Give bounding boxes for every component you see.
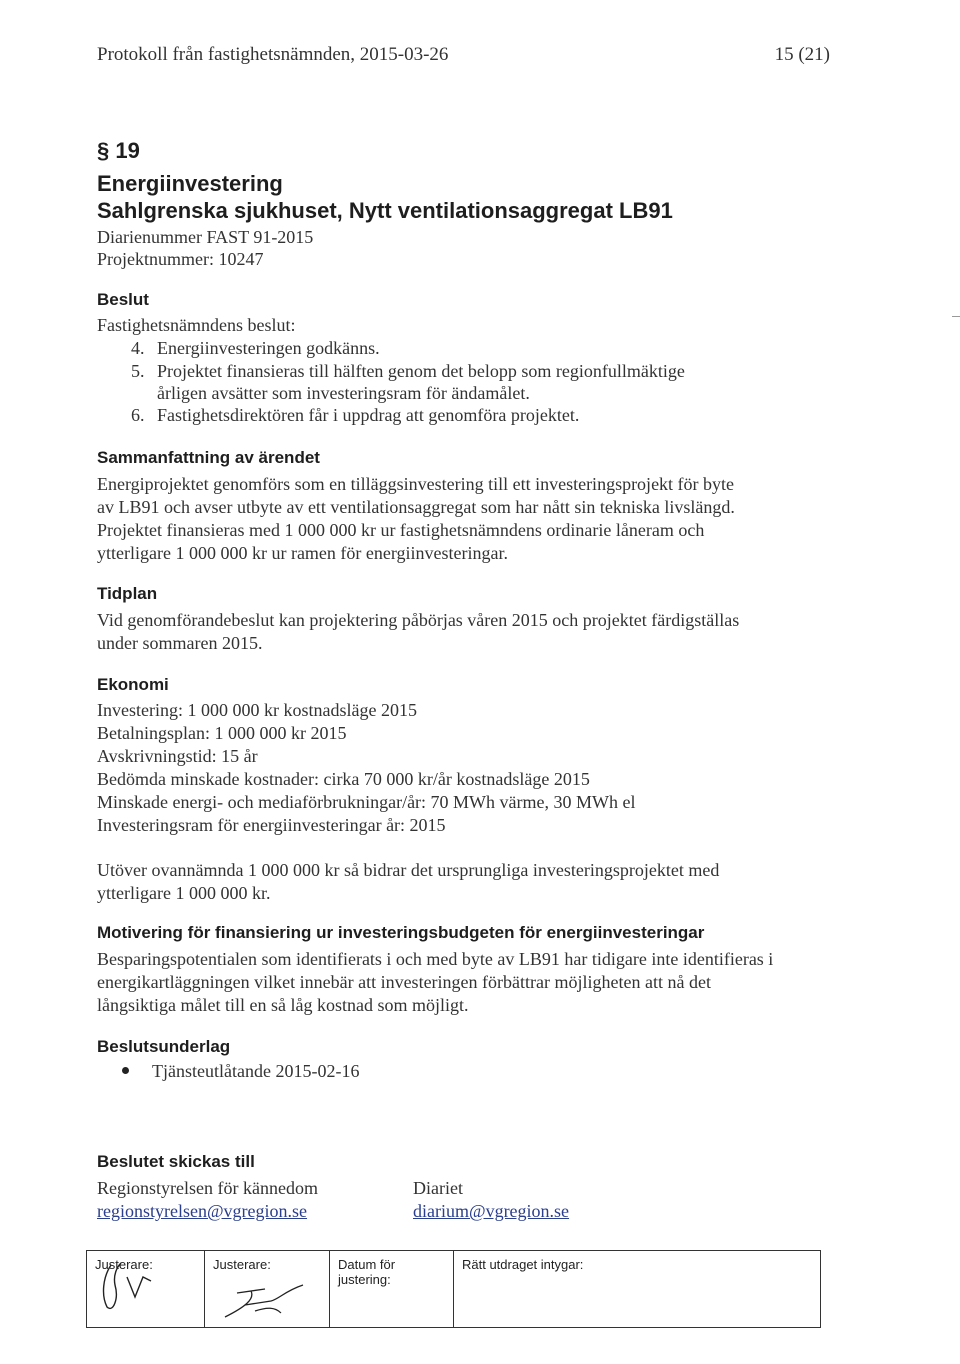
document-header-title: Protokoll från fastighetsnämnden, 2015-03-26: [97, 44, 449, 65]
recipient-email-link[interactable]: diarium@vgregion.se: [413, 1201, 570, 1221]
tidplan-heading: Tidplan: [97, 584, 158, 603]
ekonomi-line: Avskrivningstid: 15 år: [97, 746, 258, 766]
diarienummer: Diarienummer FAST 91-2015: [97, 227, 314, 247]
section-subtitle: Sahlgrenska sjukhuset, Nytt ventilationsaggregat LB91: [97, 198, 673, 223]
projektnummer: Projektnummer: 10247: [97, 249, 264, 269]
ekonomi-line: Investering: 1 000 000 kr kostnadsläge 2015: [97, 700, 417, 720]
page-number: 15 (21): [774, 44, 830, 65]
paragraph-number: § 19: [97, 138, 140, 163]
beslut-item-text: Fastighetsdirektören får i uppdrag att genomföra projektet.: [157, 405, 580, 425]
handwritten-signature-icon: [215, 1277, 315, 1325]
sammanfattning-line: Projektet finansieras med 1 000 000 kr ur fastighetsnämndens ordinarie låneram och: [97, 520, 705, 540]
recipient-name: Diariet: [413, 1178, 463, 1198]
beslut-item-text: Energiinvesteringen godkänns.: [157, 338, 380, 358]
beslut-item-text: årligen avsätter som investeringsram för ändamålet.: [157, 383, 530, 403]
tidplan-line: Vid genomförandebeslut kan projektering påbörjas våren 2015 och projektet färdigställas: [97, 610, 740, 630]
bullet-icon: [122, 1067, 129, 1074]
datum-label: Datum för justering:: [338, 1257, 396, 1287]
recipient-name: Regionstyrelsen för kännedom: [97, 1178, 318, 1198]
motivering-line: långsiktiga målet till en så låg kostnad som möjligt.: [97, 995, 469, 1015]
intygar-cell: [454, 1251, 821, 1328]
recipient-email-link[interactable]: regionstyrelsen@vgregion.se: [97, 1201, 308, 1221]
ekonomi-line: Bedömda minskade kostnader: cirka 70 000 kr/år kostnadsläge 2015: [97, 769, 590, 789]
justerare-cell: [87, 1251, 205, 1328]
ekonomi-heading: Ekonomi: [97, 675, 169, 694]
motivering-line: Besparingspotentialen som identifierats i och med byte av LB91 har tidigare inte identifieras i: [97, 949, 774, 969]
justerare-cell: [205, 1251, 330, 1328]
section-title: Energiinvestering: [97, 171, 283, 196]
sammanfattning-line: Energiprojektet genomförs som en tilläggsinvestering till ett investeringsprojekt för byte: [97, 474, 735, 494]
ekonomi-extra-line: Utöver ovannämnda 1 000 000 kr så bidrar det ursprungliga investeringsprojektet med: [97, 860, 720, 880]
ekonomi-line: Investeringsram för energiinvesteringar år: 2015: [97, 815, 446, 835]
beslut-item-number: 4.: [131, 338, 145, 358]
beslut-heading: Beslut: [97, 290, 149, 309]
margin-mark: [952, 316, 960, 317]
datum-cell: [330, 1251, 454, 1328]
tidplan-line: under sommaren 2015.: [97, 633, 263, 653]
skickas-heading: Beslutet skickas till: [97, 1152, 255, 1171]
beslut-item-text: Projektet finansieras till hälften genom det belopp som regionfullmäktige: [157, 361, 685, 381]
intygar-label: Rätt utdraget intygar:: [462, 1257, 584, 1272]
ekonomi-line: Minskade energi- och mediaförbrukningar/år: 70 MWh värme, 30 MWh el: [97, 792, 636, 812]
justerare-label: Justerare:: [95, 1257, 153, 1272]
ekonomi-line: Betalningsplan: 1 000 000 kr 2015: [97, 723, 347, 743]
motivering-heading: Motivering för finansiering ur investeringsbudgeten för energiinvesteringar: [97, 923, 705, 942]
justerare-label: Justerare:: [213, 1257, 271, 1272]
beslut-item-number: 6.: [131, 405, 145, 425]
sammanfattning-line: av LB91 och avser utbyte av ett ventilationsaggregat som har nått sin tekniska livslängd.: [97, 497, 735, 517]
sammanfattning-line: ytterligare 1 000 000 kr ur ramen för energiinvesteringar.: [97, 543, 509, 563]
signature-table: [86, 1250, 821, 1328]
beslutsunderlag-item: Tjänsteutlåtande 2015-02-16: [152, 1061, 360, 1081]
ekonomi-extra-line: ytterligare 1 000 000 kr.: [97, 883, 271, 903]
beslut-item-number: 5.: [131, 361, 145, 381]
beslutsunderlag-heading: Beslutsunderlag: [97, 1037, 231, 1056]
sammanfattning-heading: Sammanfattning av ärendet: [97, 448, 320, 467]
handwritten-signature-icon: [97, 1255, 167, 1313]
motivering-line: energikartläggningen vilket innebär att investeringen förbättrar möjligheten att nå det: [97, 972, 711, 992]
beslut-intro: Fastighetsnämndens beslut:: [97, 315, 296, 335]
